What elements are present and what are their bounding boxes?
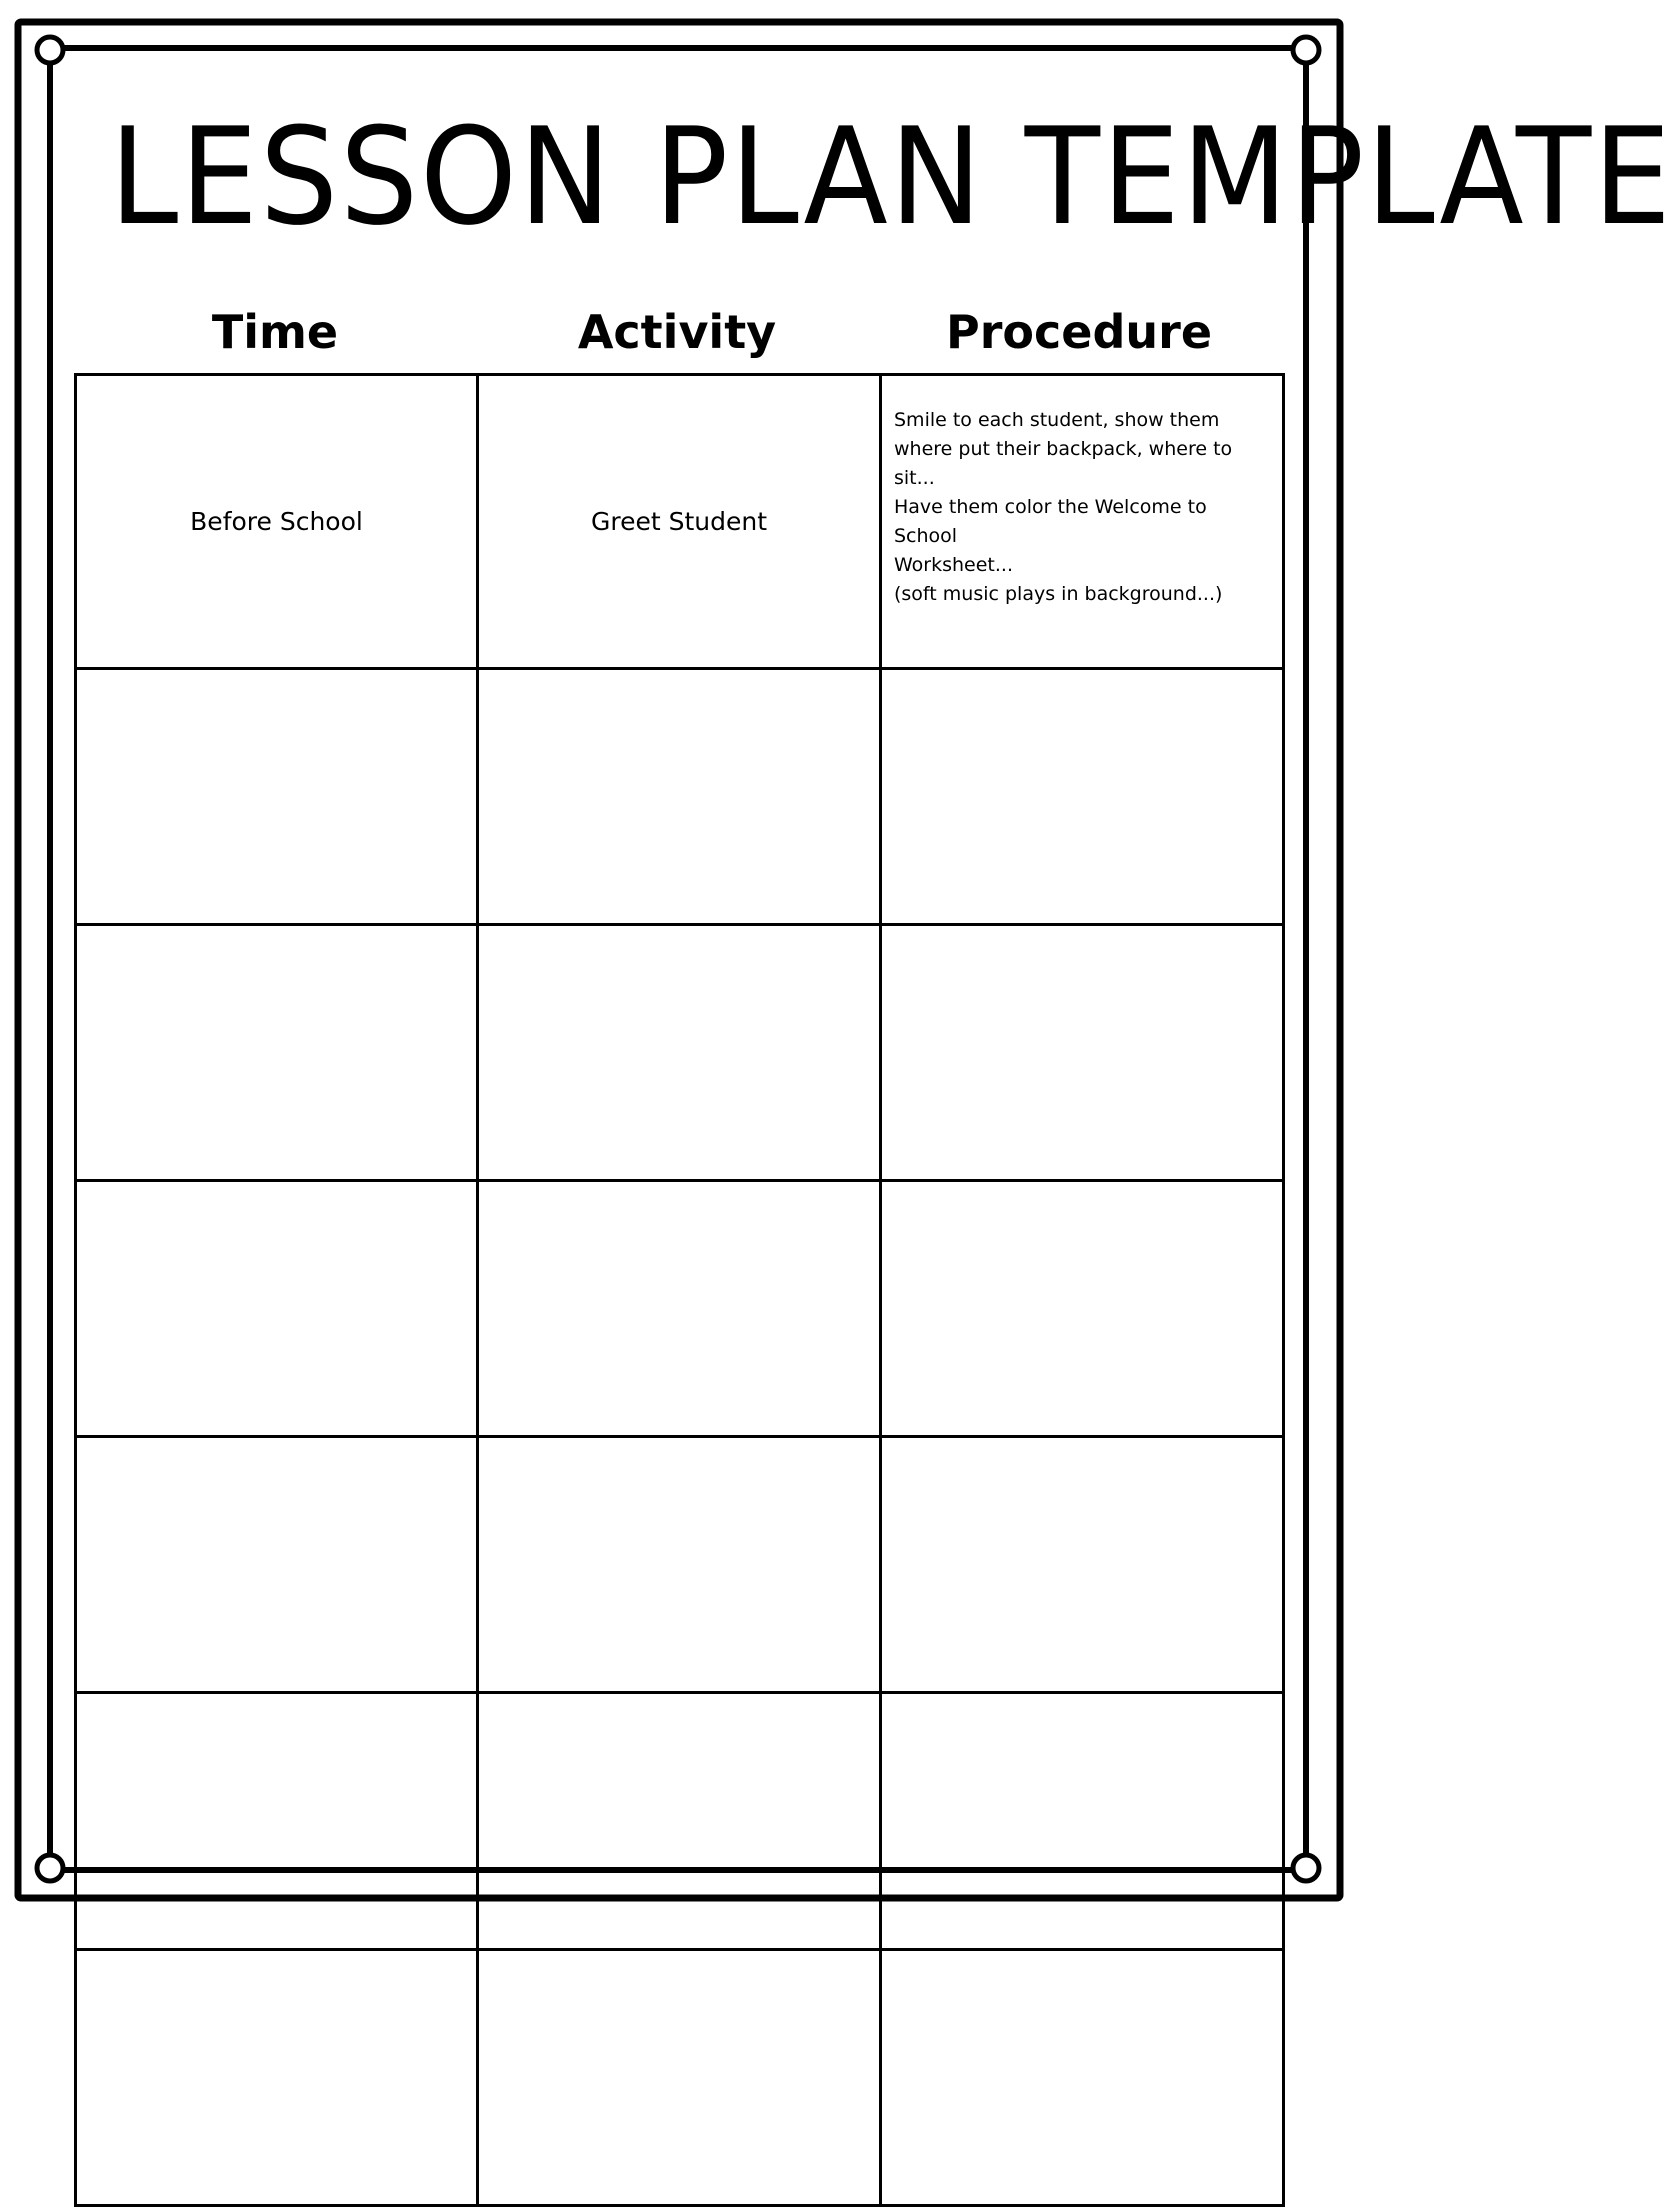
- corner-circle-bottom-left: [37, 1855, 63, 1881]
- table-row: [76, 924, 1284, 1180]
- column-header-time: Time: [211, 305, 339, 359]
- procedure-text: [882, 1438, 1282, 1468]
- table-row: [76, 668, 1284, 924]
- lesson-plan-table: [74, 373, 1285, 2207]
- column-header-activity: Activity: [577, 305, 777, 359]
- column-header-procedure: Procedure: [945, 305, 1213, 359]
- time-cell[interactable]: [76, 1181, 478, 1437]
- procedure-cell[interactable]: [881, 1693, 1284, 1949]
- procedure-text: [882, 1694, 1282, 1724]
- corner-circle-bottom-right: [1293, 1855, 1319, 1881]
- activity-cell[interactable]: Greet Student: [478, 375, 881, 669]
- table-row: [76, 1437, 1284, 1693]
- corner-circle-top-left: [37, 37, 63, 63]
- activity-cell[interactable]: [478, 1949, 881, 2205]
- table-row: [76, 1693, 1284, 1949]
- procedure-text: Smile to each student, show them where put their backpack, where to sit... Have them color the Welcome to School Worksheet... (soft music plays in background...): [894, 409, 1233, 605]
- procedure-text: [882, 1951, 1282, 1981]
- procedure-cell[interactable]: [881, 924, 1284, 1180]
- time-cell[interactable]: [76, 1437, 478, 1693]
- page-title: LESSON PLAN TEMPLATE: [109, 99, 1673, 255]
- procedure-cell[interactable]: [881, 375, 1284, 669]
- table-row: [76, 1181, 1284, 1437]
- activity-cell[interactable]: [478, 1693, 881, 1949]
- table-row: [76, 1949, 1284, 2205]
- activity-cell[interactable]: [478, 1437, 881, 1693]
- procedure-cell[interactable]: [881, 1437, 1284, 1693]
- activity-cell[interactable]: [478, 668, 881, 924]
- procedure-cell[interactable]: [881, 1949, 1284, 2205]
- time-cell[interactable]: [76, 668, 478, 924]
- procedure-cell[interactable]: [881, 668, 1284, 924]
- time-cell[interactable]: [76, 1693, 478, 1949]
- procedure-text: [882, 926, 1282, 956]
- time-cell[interactable]: [76, 1949, 478, 2205]
- time-cell[interactable]: Before School: [76, 375, 478, 669]
- corner-circle-top-right: [1293, 37, 1319, 63]
- procedure-text: [882, 1182, 1282, 1212]
- activity-cell[interactable]: [478, 924, 881, 1180]
- activity-cell[interactable]: [478, 1181, 881, 1437]
- time-cell[interactable]: [76, 924, 478, 1180]
- procedure-text: [882, 670, 1282, 700]
- procedure-cell[interactable]: [881, 1181, 1284, 1437]
- table-row: [76, 375, 1284, 669]
